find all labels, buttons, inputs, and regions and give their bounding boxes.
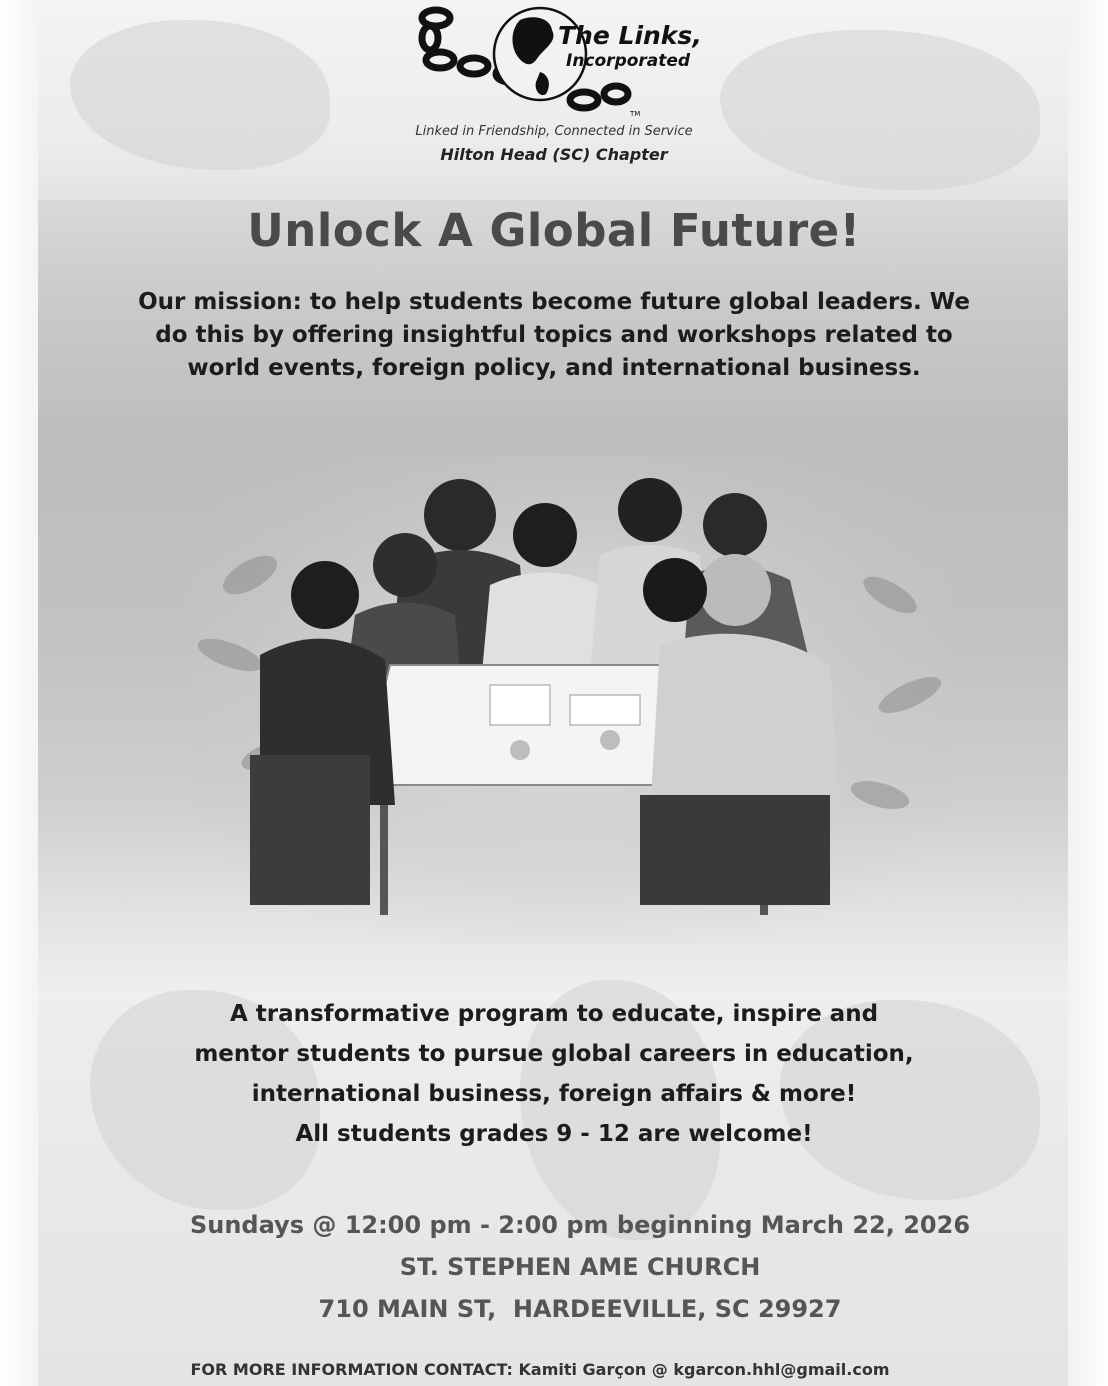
program-line: mentor students to pursue global careers in education, [194, 1041, 914, 1067]
tagline: Linked in Friendship, Connected in Service [415, 124, 693, 139]
logo-subtitle: Incorporated [566, 51, 691, 71]
program-line: international business, foreign affairs & more! [251, 1081, 857, 1107]
schedule-time: Sundays @ 12:00 pm - 2:00 pm beginning March 22, 2026 [189, 1211, 971, 1239]
schedule-block [60, 1204, 1100, 1330]
chapter-name: Hilton Head (SC) Chapter [440, 145, 668, 164]
students-illustration [190, 455, 950, 945]
program-line: A transformative program to educate, inspire and [229, 1001, 879, 1027]
links-logo [412, 4, 702, 116]
headline: Unlock A Global Future! [247, 204, 861, 257]
contact-info: FOR MORE INFORMATION CONTACT: Kamiti Garçon @ kgarcon.hhl@gmail.com [190, 1360, 890, 1379]
venue-name: ST. STEPHEN AME CHURCH [399, 1253, 761, 1281]
venue-address: 710 MAIN ST, HARDEEVILLE, SC 29927 [318, 1295, 842, 1323]
logo-title: The Links, [558, 21, 702, 50]
mission-statement: Our mission: to help students become future global leaders. We do this by offering insightful topics and workshops related to world events, foreign policy, and international business. [138, 289, 970, 381]
program-line: All students grades 9 - 12 are welcome! [295, 1121, 813, 1147]
trademark-mark: TM [630, 110, 641, 116]
program-description [120, 994, 988, 1154]
